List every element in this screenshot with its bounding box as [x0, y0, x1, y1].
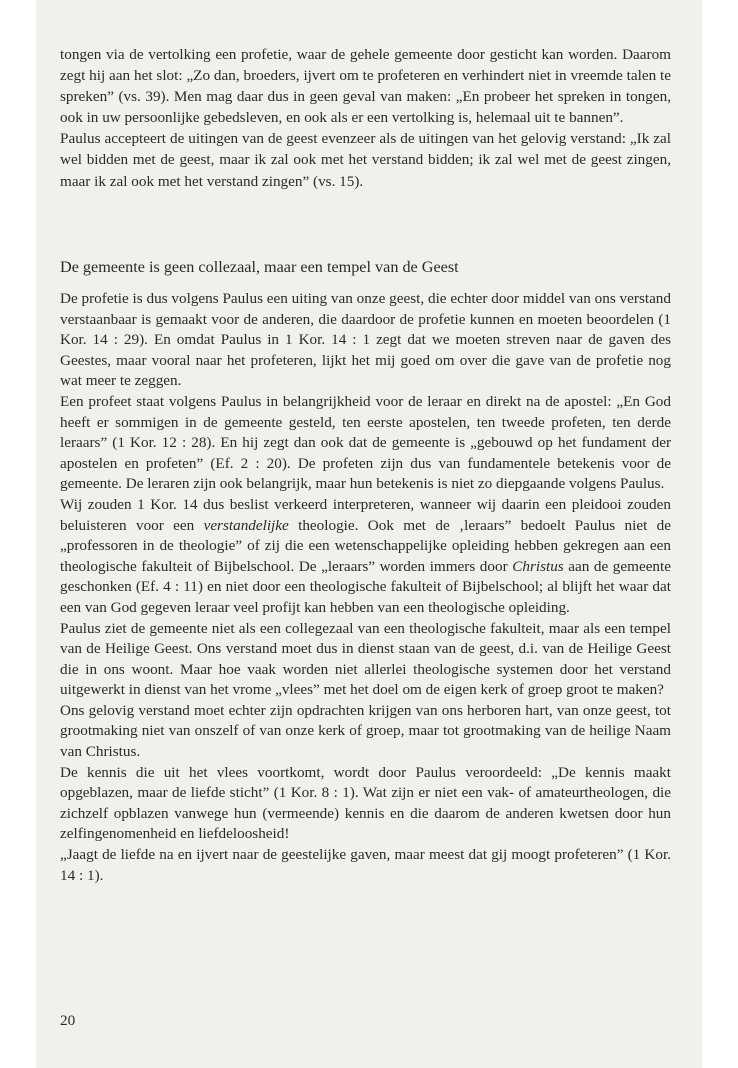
paragraph-text: theologie. Ook met de ‚leraars” bedoelt Paulus niet de „professoren in de theologie” of zij die een wetenschappelijke opleiding hebben gekregen aan een theologische fakulteit of Bijbelschool. De „leraars” worden immers door [60, 516, 671, 575]
paragraph: tongen via de vertolking een profetie, waar de gehele gemeente door gesticht kan worden. Daarom zegt hij aan het slot: „Zo dan, broeders, ijvert om te profeteren en verhindert niet in vreemde talen te spreken” (vs. 39). Men mag daar dus in geen geval van maken: „En probeer het spreken in tongen, ook in uw persoonlijke gebedsleven, en ook als er een vertolking is, helemaal uit te bannen”. [60, 46, 671, 127]
paragraph: Paulus accepteert de uitingen van de geest evenzeer als de uitingen van het gelovig verstand: „Ik zal wel bidden met de geest, maar ik zal ook met het verstand bidden; ik zal wel met de geest zingen, maar ik zal ook met het verstand zingen” (vs. 15). [60, 130, 671, 190]
section-body [60, 289, 671, 886]
paragraph: De profetie is dus volgens Paulus een uiting van onze geest, die echter door middel van ons verstand verstaanbaar is gemaakt voor de anderen, die daardoor de profetie kunnen en moeten beoordelen (1 Kor. 14 : 29). En omdat Paulus in 1 Kor. 14 : 1 zegt dat we moeten streven naar de gaven des Geestes, maar vooral naar het profeteren, lijkt het mij goed om over die gave van de profetie nog wat meer te zeggen. [60, 290, 671, 390]
paragraph: Paulus ziet de gemeente niet als een collegezaal van een theologische fakulteit, maar als een tempel van de Heilige Geest. Ons verstand moet dus in dienst staan van de geest, d.i. van de Heilige Geest die in ons woont. Maar hoe vaak worden niet allerlei theologische systemen door het verstand uitgewerkt in dienst van het vrome „vlees” met het doel om de eigen kerk of groep groot te maken? [60, 619, 671, 699]
paragraph [60, 495, 671, 619]
paragraph-text: Wij zouden 1 Kor. 14 dus beslist verkeerd interpreteren, wanneer wij daarin een pleidooi zouden beluisteren voor een [60, 495, 671, 534]
intro-text [60, 44, 671, 192]
book-page [36, 0, 702, 1068]
paragraph: Ons gelovig verstand moet echter zijn opdrachten krijgen van ons herboren hart, van onze geest, tot grootmaking niet van onszelf of van onze kerk of groep, maar tot grootmaking van de heilige Naam van Christus. [60, 701, 671, 761]
page-number: 20 [60, 1012, 76, 1029]
italic-term: verstandelijke [203, 516, 289, 534]
italic-term: Christus [512, 557, 564, 575]
paragraph: De kennis die uit het vlees voortkomt, wordt door Paulus veroordeeld: „De kennis maakt opgeblazen, maar de liefde sticht” (1 Kor. 8 : 1). Wat zijn er niet een vak- of amateurtheologen, die zichzelf opblazen vanwege hun (vermeende) kennis en die daarom de anderen kwetsen door hun zelfingenomenheid en liefdeloosheid! [60, 763, 671, 843]
section-heading: De gemeente is geen collezaal, maar een tempel van de Geest [60, 258, 459, 276]
paragraph-text: aan de gemeente geschonken (Ef. 4 : 11) en niet door een theologische fakulteit of Bijbelschool; al blijft het waar dat een van God gegeven leraar veel profijt kan hebben van een theologische opleiding. [60, 557, 671, 616]
paragraph: „Jaagt de liefde na en ijvert naar de geestelijke gaven, maar meest dat gij moogt profeteren” (1 Kor. 14 : 1). [60, 846, 671, 884]
paragraph: Een profeet staat volgens Paulus in belangrijkheid voor de leraar en direkt na de apostel: „En God heeft er sommigen in de gemeente gesteld, ten eerste apostelen, ten tweede profeten, ten derde leraars” (1 Kor. 12 : 28). En hij zegt dan ook dat de gemeente is „gebouwd op het fundament der apostelen en profeten” (Ef. 2 : 20). De profeten zijn dus van fundamentele betekenis voor de gemeente. De leraren zijn ook belangrijk, maar hun betekenis is niet zo diepgaande volgens Paulus. [60, 392, 671, 493]
